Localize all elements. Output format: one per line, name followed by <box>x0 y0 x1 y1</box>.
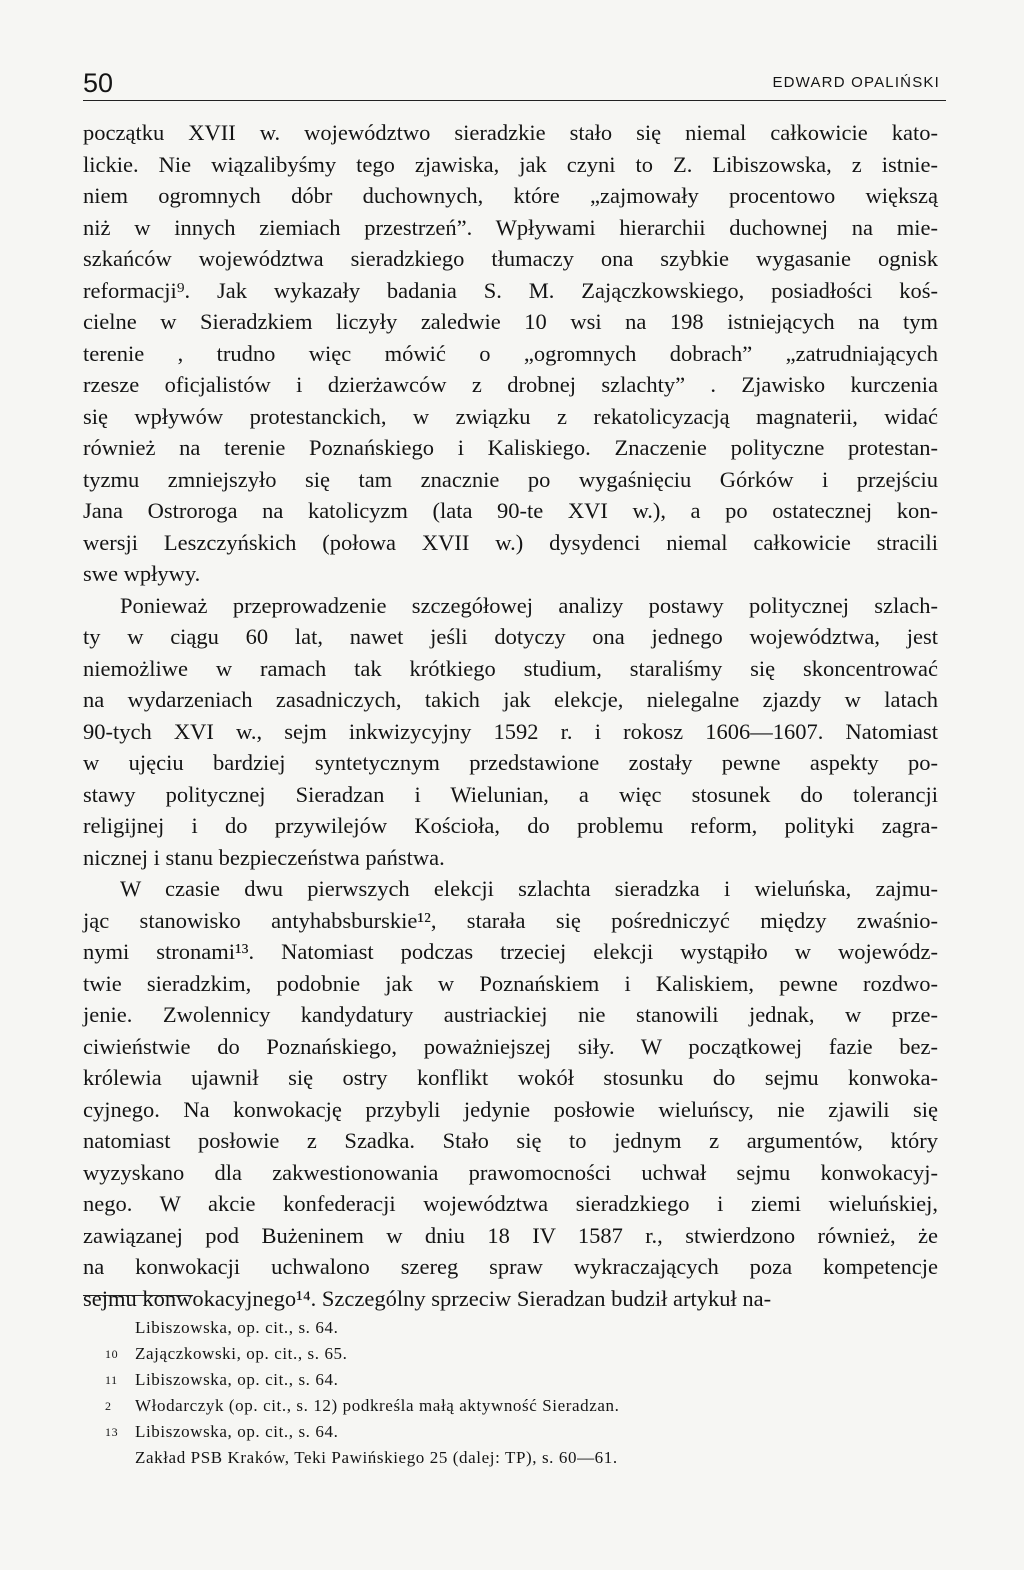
footnote-text: Libiszowska, op. cit., s. 64. <box>135 1370 339 1389</box>
footnote-text: Zajączkowski, op. cit., s. 65. <box>135 1344 348 1363</box>
text-line: ty w ciągu 60 lat, nawet jeśli dotyczy ona jednego województwa, jest <box>83 624 938 649</box>
text-line: wersji Leszczyńskich (połowa XVII w.) dysydenci niemal całkowicie stracili <box>83 529 938 555</box>
text-line: niż w innych ziemiach przestrzeń”. Wpływami hierarchii duchownej na mie- <box>83 214 938 240</box>
text-line: również na terenie Poznańskiego i Kaliskiego. Znaczenie polityczne protestan- <box>83 435 938 460</box>
footnote-text: Libiszowska, op. cit., s. 64. <box>135 1422 339 1441</box>
body-text <box>83 117 938 1314</box>
text-line: w ujęciu bardziej syntetycznym przedstawione zostały pewne aspekty po- <box>83 750 938 775</box>
page-number: 50 <box>83 68 114 98</box>
text-line: cyjnego. Na konwokację przybyli jedynie posłowie wieluńscy, nie zjawili się <box>83 1096 938 1122</box>
text-line: W czasie dwu pierwszych elekcji szlachta sieradzka i wieluńska, zajmu- <box>120 876 938 901</box>
text-line: niemożliwe w ramach tak krótkiego studium, staraliśmy się skoncentrować <box>83 655 938 681</box>
running-head: EDWARD OPALIŃSKI <box>772 74 940 91</box>
text-line: jenie. Zwolennicy kandydatury austriackiej nie stanowili jednak, w prze- <box>83 1002 938 1027</box>
text-line: nicznej i stanu bezpieczeństwa państwa. <box>83 844 445 870</box>
footnote <box>105 1445 865 1471</box>
footnote <box>105 1341 865 1367</box>
footnote <box>105 1315 865 1341</box>
text-line: natomiast posłowie z Szadka. Stało się to jednym z argumentów, który <box>83 1128 938 1153</box>
text-line: ciwieństwie do Poznańskiego, poważniejszej siły. W początkowej fazie bez- <box>83 1033 938 1059</box>
text-line: na wydarzeniach zasadniczych, takich jak elekcje, nielegalne zjazdy w latach <box>83 687 938 712</box>
text-line: reformacji⁹. Jak wykazały badania S. M. Zajączkowskiego, posiadłości koś- <box>83 277 938 303</box>
text-line: początku XVII w. województwo sieradzkie stało się niemal całkowicie kato- <box>83 120 938 145</box>
footnote <box>105 1393 865 1419</box>
footnote <box>105 1367 865 1393</box>
footnote-text: Zakład PSB Kraków, Teki Pawińskiego 25 (dalej: TP), s. 60—61. <box>135 1448 618 1467</box>
text-line: niem ogromnych dóbr duchownych, które „zajmowały procentowo większą <box>83 183 938 208</box>
text-line: nego. W akcie konfederacji województwa sieradzkiego i ziemi wieluńskiej, <box>83 1191 938 1216</box>
text-line: wyzyskano dla zakwestionowania prawomocności uchwał sejmu konwokacyj- <box>83 1159 938 1185</box>
footnote-number: 13 <box>105 1425 119 1439</box>
footnote-number: 10 <box>105 1347 119 1361</box>
footnote-rule <box>83 1295 193 1296</box>
text-line: lickie. Nie wiązalibyśmy tego zjawiska, jak czyni to Z. Libiszowska, z istnie- <box>83 151 938 177</box>
footnote-text: Włodarczyk (op. cit., s. 12) podkreśla małą aktywność Sieradzan. <box>135 1396 620 1415</box>
footnotes <box>105 1315 865 1471</box>
text-line: na konwokacji uchwalono szereg spraw wykraczających poza kompetencje <box>83 1254 938 1279</box>
text-line: nymi stronami¹³. Natomiast podczas trzeciej elekcji wystąpiło w wojewódz- <box>83 939 938 964</box>
text-line: cielne w Sieradzkiem liczyły zaledwie 10 wsi na 198 istniejących na tym <box>83 309 938 334</box>
text-line: Ponieważ przeprowadzenie szczegółowej analizy postawy politycznej szlach- <box>120 592 938 618</box>
text-line: tyzmu zmniejszyło się tam znacznie po wygaśnięciu Górków i przejściu <box>83 466 938 492</box>
footnote <box>105 1419 865 1445</box>
footnote-text: Libiszowska, op. cit., s. 64. <box>135 1318 339 1337</box>
text-line: szkańców województwa sieradzkiego tłumaczy ona szybkie wygasanie ognisk <box>83 246 938 271</box>
text-line: 90-tych XVI w., sejm inkwizycyjny 1592 r. i rokosz 1606—1607. Natomiast <box>83 718 938 744</box>
text-line: religijnej i do przywilejów Kościoła, do problemu reform, polityki zagra- <box>83 813 938 838</box>
text-line: się wpływów protestanckich, w związku z rekatolicyzacją magnaterii, widać <box>83 403 938 429</box>
text-line: Jana Ostroroga na katolicyzm (lata 90-te XVI w.), a po ostatecznej kon- <box>83 498 938 523</box>
footnote-number: 2 <box>105 1399 112 1413</box>
text-line: zawiązanej pod Bużeninem w dniu 18 IV 1587 r., stwierdzono również, że <box>83 1222 938 1248</box>
text-line: rzesze oficjalistów i dzierżawców z drobnej szlachty” . Zjawisko kurczenia <box>83 372 938 397</box>
text-line: terenie , trudno więc mówić o „ogromnych dobrach” „zatrudniających <box>83 340 938 366</box>
text-line: królewia ujawnił się ostry konflikt wokół stosunku do sejmu konwoka- <box>83 1065 938 1090</box>
header-rule <box>83 100 946 101</box>
text-line: sejmu konwokacyjnego¹⁴. Szczególny sprzeciw Sieradzan budził artykuł na- <box>83 1285 772 1311</box>
page-header <box>83 64 946 98</box>
text-line: swe wpływy. <box>83 561 201 586</box>
text-line: twie sieradzkim, podobnie jak w Poznańskiem i Kaliskiem, pewne rozdwo- <box>83 970 938 996</box>
text-line: stawy politycznej Sieradzan i Wielunian, a więc stosunek do tolerancji <box>83 781 938 807</box>
footnote-number: 11 <box>105 1373 118 1387</box>
text-line: jąc stanowisko antyhabsburskie¹², starała się pośredniczyć między zwaśnio- <box>83 907 938 933</box>
